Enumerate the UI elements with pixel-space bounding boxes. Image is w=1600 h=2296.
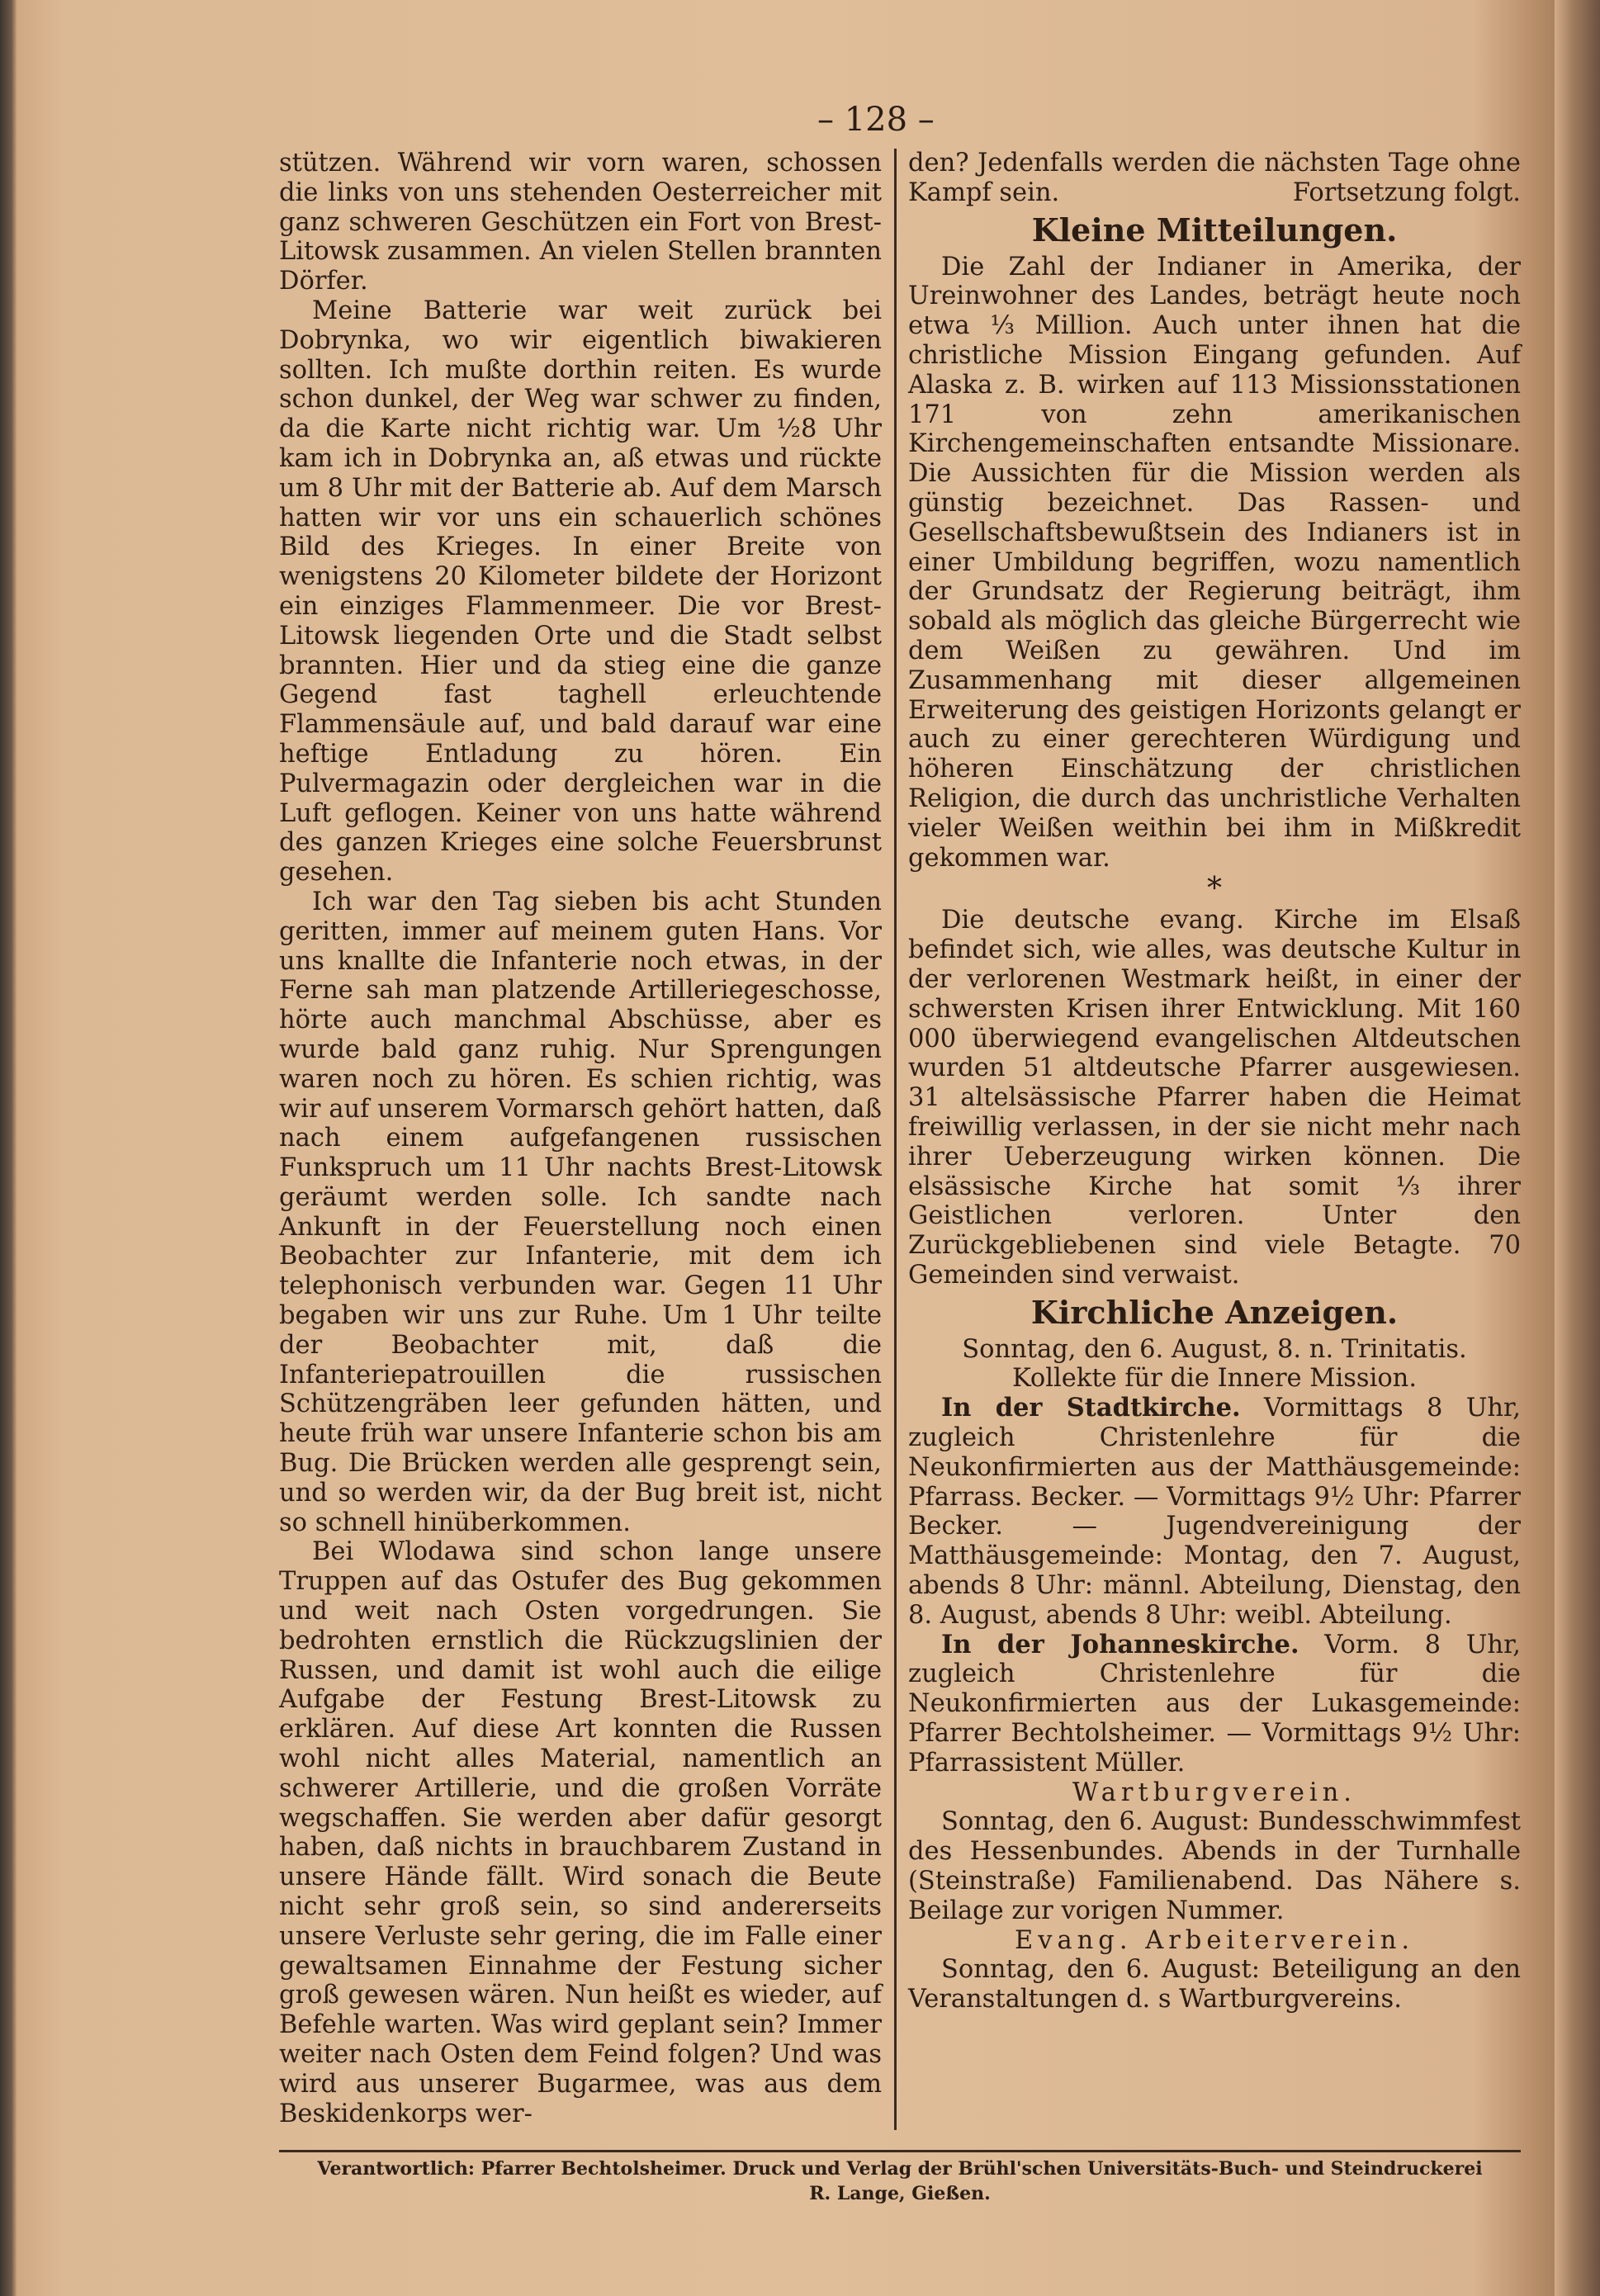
stadtkirche-label: In der Stadtkirche. [941, 1393, 1241, 1423]
continuation-note: Fortsetzung folgt. [1292, 178, 1521, 207]
imprint-footer [279, 2156, 1521, 2206]
stadtkirche-notice [908, 1394, 1521, 1630]
arbeiter-text: Sonntag, den 6. August: Beteiligung an den Veranstaltungen d. s Wartburgvereins. [908, 1955, 1521, 2014]
right-column [908, 149, 1521, 2014]
article-continuation [908, 149, 1521, 208]
sunday-line: Sonntag, den 6. August, 8. n. Trinitatis. [962, 1334, 1467, 1364]
article-paragraph: Ich war den Tag sieben bis acht Stunden geritten, immer auf meinem guten Hans. Vor uns knallte die Infanterie noch etwas, in der Ferne sah man platzende Artilleriegeschosse, hörte auch manchmal Abschüsse, aber es wurde bald ganz ruhig. Nur Sprengungen waren noch zu hören. Es schien richtig, was wir auf unserem Vormarsch gehört hatten, daß nach einem aufgefangenen russischen Funkspruch um 11 Uhr nachts Brest-Litowsk geräumt werden solle. Ich sandte nach Ankunft in der Feuerstellung noch einen Beobachter zur Infanterie, mit dem ich telephonisch verbunden war. Gegen 11 Uhr begaben wir uns zur Ruhe. Um 1 Uhr teilte der Beobachter mit, daß die Infanteriepatrouillen die russischen Schützengräben leer gefunden hätten, und heute früh war unsere Infanterie schon bis am Bug. Die Brücken werden alle gesprengt sein, und so werden wir, da der Bug breit ist, nicht so schnell hinüberkommen. [279, 887, 882, 1537]
imprint-line-1: Verantwortlich: Pfarrer Bechtolsheimer. Druck und Verlag der Brühl'schen Universitäts-Buch- und Steindruckerei [317, 2158, 1483, 2180]
johanneskirche-notice [908, 1631, 1521, 1778]
article-paragraph: stützen. Während wir vorn waren, schossen die links von uns stehenden Oesterreicher mit ganz schweren Geschützen ein Fort von Brest-Litowsk zusammen. An vielen Stellen brannten Dörfer. [279, 149, 882, 296]
stadtkirche-text: Vormittags 8 Uhr, zugleich Christenlehre für die Neukonfirmierten aus der Matthäusgemeinde: Pfarrass. Becker. — Vormittags 9½ Uhr: Pfarrer Becker. — Jugendvereinigung der Matthäusgemeinde: Montag, den 7. August, abends 8 Uhr: männl. Abteilung, Dienstag, den 8. August, abends 8 Uhr: weibl. Abteilung. [908, 1394, 1521, 1630]
separator-star: * [1207, 872, 1222, 907]
news-paragraph: Die Zahl der Indianer in Amerika, der Ureinwohner des Landes, beträgt heute noch etwa ⅓ Million. Auch unter ihnen hat die christliche Mission Eingang gefunden. Auf Alaska z. B. wirken auf 113 Missionsstationen 171 von zehn amerikanischen Kirchengemeinschaften entsandte Missionare. Die Aussichten für die Mission werden als günstig bezeichnet. Das Rassen- und Gesellschaftsbewußtsein des Indianers ist in einer Umbildung begriffen, wozu namentlich der Grundsatz der Regierung beiträgt, ihm sobald als möglich das gleiche Bürgerrecht wie dem Weißen zu gewähren. Und im Zusammenhang mit dieser allgemeinen Erweiterung des geistigen Horizonts gelangt er auch zu einer gerechteren Würdigung und höheren Einschätzung der christlichen Religion, die durch das unchristliche Verhalten vieler Weißen weithin bei ihm in Mißkredit gekommen war. [908, 252, 1521, 873]
continuation-text: den? Jedenfalls werden die nächsten Tage ohne Kampf sein. [908, 149, 1521, 207]
heading-kleine-mitteilungen: Kleine Mitteilungen. [1031, 211, 1398, 249]
johanneskirche-label: In der Johanneskirche. [941, 1629, 1299, 1659]
news-paragraph: Die deutsche evang. Kirche im Elsaß befindet sich, wie alles, was deutsche Kultur in der verlorenen Westmark heißt, in einer der schwersten Krisen ihrer Entwicklung. Mit 160 000 überwiegend evangelischen Altdeutschen wurden 51 altdeutsche Pfarrer ausgewiesen. 31 altelsässische Pfarrer haben die Heimat freiwillig verlassen, in der sie nicht mehr nach ihrer Ueberzeugung wirken können. Die elsässische Kirche hat somit ⅓ ihrer Geistlichen verloren. Unter den Zurückgebliebenen sind viele Betagte. 70 Gemeinden sind verwaist. [908, 906, 1521, 1290]
page-edge-right [1555, 0, 1600, 2296]
left-column [279, 149, 882, 2128]
column-divider [894, 149, 897, 2130]
wartburg-text: Sonntag, den 6. August: Bundesschwimmfest des Hessenbundes. Abends in der Turnhalle (Steinstraße) Familienabend. Das Nähere s. Beilage zur vorigen Nummer. [908, 1807, 1521, 1925]
book-spine-left [0, 0, 17, 2296]
article-paragraph: Meine Batterie war weit zurück bei Dobrynka, wo wir eigentlich biwakieren sollten. Ich mußte dorthin reiten. Es wurde schon dunkel, der Weg war schwer zu finden, da die Karte nicht richtig war. Um ½8 Uhr kam ich in Dobrynka an, aß etwas und rückte um 8 Uhr mit der Batterie ab. Auf dem Marsch hatten wir vor uns ein schauerlich schönes Bild des Krieges. In einer Breite von wenigstens 20 Kilometer bildete der Horizont ein einziges Flammenmeer. Die vor Brest-Litowsk liegenden Orte und die Stadt selbst brannten. Hier und da stieg eine die ganze Gegend fast taghell erleuchtende Flammensäule auf, und bald darauf war eine heftige Entladung zu hören. Ein Pulvermagazin oder dergleichen war in die Luft geflogen. Keiner von uns hatte während des ganzen Krieges eine solche Feuersbrunst gesehen. [279, 296, 882, 888]
article-paragraph: Bei Wlodawa sind schon lange unsere Truppen auf das Ostufer des Bug gekommen und weit nach Osten vorgedrungen. Sie bedrohten ernstlich die Rückzugslinien der Russen, und damit ist wohl auch die eilige Aufgabe der Festung Brest-Litowsk zu erklären. Auf diese Art konnten die Russen wohl nicht alles Material, namentlich an schwerer Artillerie, und die großen Vorräte wegschaffen. Sie werden aber dafür gesorgt haben, daß nichts in brauchbarem Zustand in unsere Hände fällt. Wird sonach die Beute nicht sehr groß sein, so sind andererseits unsere Verluste sehr gering, die im Falle einer gewaltsamen Einnahme der Festung sicher groß gewesen wären. Nun heißt es wieder, auf Befehle warten. Was wird geplant sein? Immer weiter nach Osten dem Feind folgen? Und was wird aus unserer Bugarmee, was aus dem Beskidenkorps wer- [279, 1537, 882, 2128]
heading-kirchliche-anzeigen: Kirchliche Anzeigen. [1030, 1293, 1399, 1331]
footer-rule [279, 2150, 1521, 2152]
johanneskirche-text: Vorm. 8 Uhr, zugleich Christenlehre für die Neukonfirmierten aus der Lukasgemeinde: Pfarrer Bechtolsheimer. — Vormittags 9½ Uhr: Pfarrassistent Müller. [908, 1630, 1521, 1778]
collection-line: Kollekte für die Innere Mission. [1011, 1364, 1418, 1394]
arbeiter-heading: Evang. Arbeiterverein. [1014, 1925, 1415, 1955]
wartburg-heading: Wartburgverein. [1072, 1778, 1356, 1807]
imprint-line-2: R. Lange, Gießen. [809, 2183, 991, 2204]
page-number: – 128 – [817, 101, 935, 139]
